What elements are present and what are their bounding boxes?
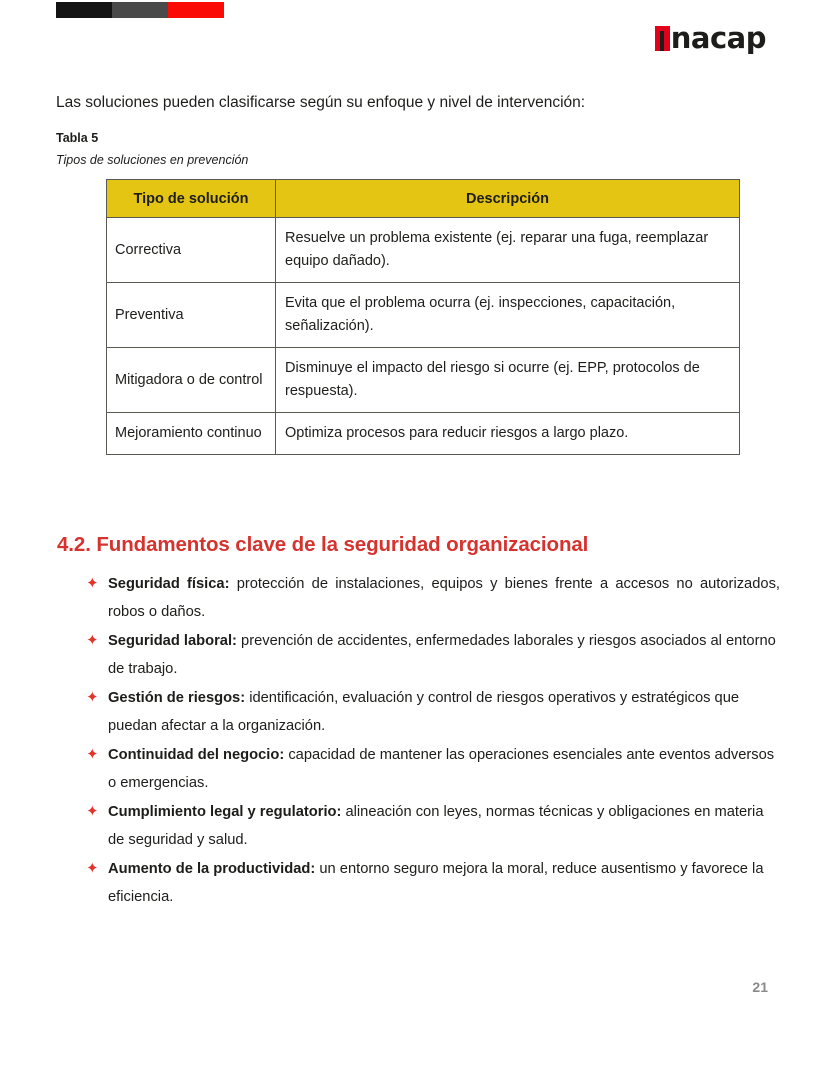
list-item <box>86 570 780 626</box>
table-cell-type: Correctiva <box>107 218 276 283</box>
table-caption-number: Tabla 5 <box>56 131 99 145</box>
table-cell-description: Evita que el problema ocurra (ej. inspecciones, capacitación, señalización). <box>276 283 740 348</box>
logo-wordmark: nacap <box>670 21 766 55</box>
list-item-text: un entorno seguro mejora la moral, reduce ausentismo y favorece la eficiencia. <box>108 861 764 905</box>
table-caption-title: Tipos de soluciones en prevención <box>56 153 249 167</box>
table-cell-description: Disminuye el impacto del riesgo si ocurre (ej. EPP, protocolos de respuesta). <box>276 348 740 413</box>
list-item-text: identificación, evaluación y control de riesgos operativos y estratégicos que puedan afectar a la organización. <box>108 690 740 734</box>
table-cell-description: Resuelve un problema existente (ej. reparar una fuga, reemplazar equipo dañado). <box>276 218 740 283</box>
list-item <box>86 855 780 911</box>
fundamentals-list <box>86 570 780 912</box>
table-row <box>107 218 740 283</box>
list-item <box>86 627 780 683</box>
inacap-logo <box>655 21 766 55</box>
list-item-text: alineación con leyes, normas técnicas y obligaciones en materia de seguridad y salud. <box>108 804 764 848</box>
list-item <box>86 741 780 797</box>
color-bar-segment-black <box>56 2 112 18</box>
four-pointed-star-icon: ✦ <box>86 689 99 706</box>
header-color-bar <box>56 2 224 18</box>
list-item-label: Gestión de riesgos: <box>108 690 246 706</box>
table-cell-type: Preventiva <box>107 283 276 348</box>
logo-i-stem <box>660 31 664 51</box>
list-item <box>86 798 780 854</box>
logo-mark-icon <box>655 26 670 51</box>
table-row <box>107 413 740 455</box>
color-bar-segment-gray <box>112 2 168 18</box>
table-row <box>107 348 740 413</box>
table-cell-type: Mitigadora o de control <box>107 348 276 413</box>
section-heading: 4.2. Fundamentos clave de la seguridad organizacional <box>57 533 589 556</box>
list-item <box>86 684 780 740</box>
logo-i-dot <box>660 26 664 29</box>
table-header-cell-type: Tipo de solución <box>107 180 276 218</box>
four-pointed-star-icon: ✦ <box>86 632 99 649</box>
list-item-text: protección de instalaciones, equipos y bienes frente a accesos no autorizados, robos o daños. <box>108 576 780 620</box>
table-cell-type: Mejoramiento continuo <box>107 413 276 455</box>
list-item-label: Seguridad física: <box>108 576 230 592</box>
four-pointed-star-icon: ✦ <box>86 575 99 592</box>
list-item-text: capacidad de mantener las operaciones esenciales ante eventos adversos o emergencias. <box>108 747 775 791</box>
table-row <box>107 283 740 348</box>
list-item-label: Seguridad laboral: <box>108 633 237 649</box>
intro-paragraph: Las soluciones pueden clasificarse según su enfoque y nivel de intervención: <box>56 94 586 111</box>
table-cell-description: Optimiza procesos para reducir riesgos a largo plazo. <box>276 413 740 455</box>
list-item-label: Continuidad del negocio: <box>108 747 285 763</box>
list-item-label: Aumento de la productividad: <box>108 861 316 877</box>
four-pointed-star-icon: ✦ <box>86 803 99 820</box>
four-pointed-star-icon: ✦ <box>86 746 99 763</box>
table-header-row <box>107 180 740 218</box>
four-pointed-star-icon: ✦ <box>86 860 99 877</box>
list-item-text: prevención de accidentes, enfermedades laborales y riesgos asociados al entorno de trabajo. <box>108 633 776 677</box>
page-number: 21 <box>752 979 768 995</box>
color-bar-segment-red <box>168 2 224 18</box>
solutions-table <box>106 179 740 455</box>
list-item-label: Cumplimiento legal y regulatorio: <box>108 804 342 820</box>
table-header-cell-description: Descripción <box>276 180 740 218</box>
